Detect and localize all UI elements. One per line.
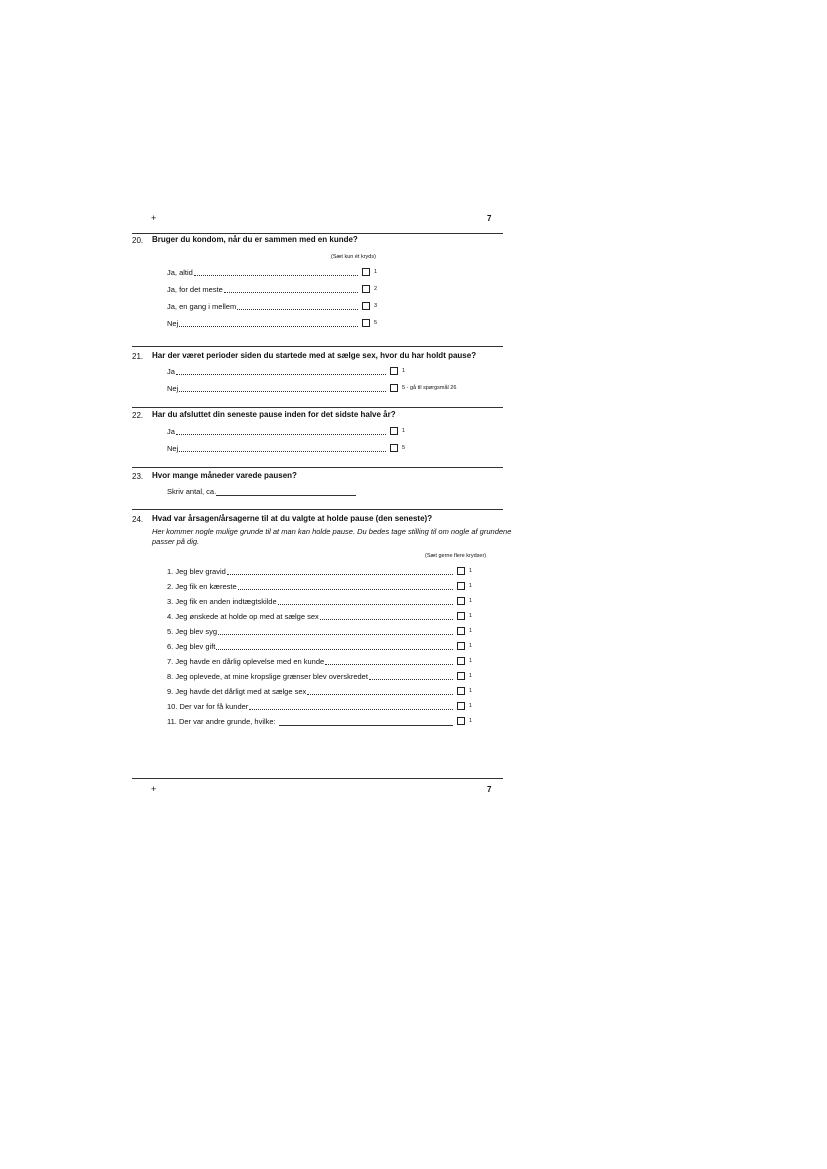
checkbox[interactable] [390, 367, 398, 375]
answer-label: Ja, en gang i mellem [167, 301, 237, 311]
checkbox[interactable] [362, 302, 370, 310]
answer-list-q21 [167, 366, 457, 393]
divider [132, 509, 503, 510]
month-count-field [167, 487, 356, 496]
answer-label: Nej [167, 443, 179, 453]
answer-option: Ja 1 [167, 366, 406, 376]
month-count-input[interactable] [216, 487, 356, 496]
question-number: 22. [132, 411, 144, 420]
leader-dots [227, 568, 453, 575]
answer-option [167, 581, 472, 591]
footer-page-number: 7 [487, 785, 492, 794]
checkbox[interactable] [457, 717, 465, 725]
field-prompt: Skriv antal, ca. [167, 487, 217, 496]
footer-plus-mark: + [151, 784, 157, 794]
answer-option [167, 716, 472, 726]
answer-code: 2 [373, 286, 377, 292]
divider [132, 233, 503, 234]
answer-label: Ja [167, 426, 175, 436]
answer-option [167, 671, 472, 681]
divider [132, 778, 503, 779]
question-text: Har du afsluttet din seneste pause inden for det sidste halve år? [152, 410, 396, 419]
answer-label: 11. Der var andre grunde, hvilke: [167, 716, 276, 726]
leader-dots [179, 385, 386, 392]
answer-label: 3. Jeg fik en anden indtægtskilde [167, 596, 277, 606]
answer-label: 9. Jeg havde det dårligt med at sælge sex [167, 686, 307, 696]
answer-label: Ja, for det meste [167, 284, 223, 294]
answer-label: 8. Jeg oplevede, at mine kropslige grænser blev overskredet [167, 671, 368, 681]
leader-dots [224, 286, 358, 293]
answer-option [167, 301, 377, 311]
answer-list-q20 [167, 267, 377, 328]
answer-code: 1 [468, 673, 472, 679]
checkbox[interactable] [362, 268, 370, 276]
answer-label: 7. Jeg havde en dårlig oplevelse med en kunde [167, 656, 325, 666]
answer-code: 1 [468, 613, 472, 619]
divider [132, 346, 503, 347]
divider [132, 467, 503, 468]
divider [132, 407, 503, 408]
question-number: 24. [132, 515, 144, 524]
answer-label: Ja [167, 366, 175, 376]
answer-code: 1 [468, 658, 472, 664]
leader-dots [249, 703, 453, 710]
question-number: 23. [132, 472, 144, 481]
checkbox[interactable] [457, 657, 465, 665]
checkbox[interactable] [457, 702, 465, 710]
other-reason-input[interactable] [279, 717, 453, 726]
checkbox[interactable] [457, 627, 465, 635]
answer-code: 1 [468, 568, 472, 574]
answer-label: 5. Jeg blev syg [167, 626, 218, 636]
leader-dots [307, 688, 453, 695]
question-text: Bruger du kondom, når du er sammen med en kunde? [152, 235, 358, 244]
checkbox[interactable] [362, 285, 370, 293]
answer-label: Ja, altid [167, 267, 193, 277]
answer-label: 2. Jeg fik en kæreste [167, 581, 237, 591]
answer-code: 1 [468, 643, 472, 649]
answer-label: 1. Jeg blev gravid [167, 566, 226, 576]
leader-dots [238, 583, 453, 590]
answer-list-q24 [167, 566, 472, 726]
answer-code: 1 [468, 583, 472, 589]
answer-code: 5 [373, 320, 377, 326]
leader-dots [216, 643, 453, 650]
answer-label: 4. Jeg ønskede at holde op med at sælge sex [167, 611, 319, 621]
answer-option: Ja 1 [167, 426, 406, 436]
checkbox[interactable] [457, 687, 465, 695]
answer-option [167, 267, 377, 277]
answer-code: 1 [468, 688, 472, 694]
answer-option [167, 686, 472, 696]
answer-list-q22 [167, 426, 406, 453]
checkbox[interactable] [457, 597, 465, 605]
checkbox[interactable] [390, 384, 398, 392]
answer-label: 6. Jeg blev gift [167, 641, 216, 651]
answer-code: 1 [373, 269, 377, 275]
leader-dots [176, 368, 386, 375]
checkbox[interactable] [457, 582, 465, 590]
question-text: Hvad var årsagen/årsagerne til at du valgte at holde pause (den seneste)? [152, 514, 433, 523]
checkbox[interactable] [457, 642, 465, 650]
answer-option: Nej 5 - gå til spørgsmål 26 [167, 383, 457, 393]
header-plus-mark: + [151, 213, 157, 223]
answer-option [167, 656, 472, 666]
leader-dots [237, 303, 358, 310]
answer-code: 1 [468, 598, 472, 604]
leader-dots [176, 428, 386, 435]
answer-code: 1 [468, 628, 472, 634]
checkbox[interactable] [390, 444, 398, 452]
instruction-note: (Sæt kun ét kryds) [331, 254, 376, 260]
answer-code: 1 [468, 703, 472, 709]
answer-option [167, 701, 472, 711]
checkbox[interactable] [457, 612, 465, 620]
answer-label: Nej [167, 318, 179, 328]
answer-option [167, 641, 472, 651]
answer-code: 3 [373, 303, 377, 309]
question-number: 21. [132, 352, 144, 361]
answer-code: 1 [468, 718, 472, 724]
question-text: Har der været perioder siden du startede med at sælge sex, hvor du har holdt pause? [152, 351, 477, 360]
leader-dots [325, 658, 453, 665]
leader-dots [320, 613, 453, 620]
checkbox[interactable] [457, 672, 465, 680]
instruction-note: (Sæt gerne flere krydser) [425, 553, 487, 559]
leader-dots [179, 320, 358, 327]
leader-dots [369, 673, 453, 680]
checkbox[interactable] [362, 319, 370, 327]
answer-option [167, 566, 472, 576]
checkbox[interactable] [390, 427, 398, 435]
leader-dots [218, 628, 453, 635]
answer-option [167, 318, 377, 328]
question-text: Hvor mange måneder varede pausen? [152, 471, 297, 480]
header-page-number: 7 [487, 214, 492, 223]
answer-option: Nej 5 [167, 443, 406, 453]
answer-label: Nej [167, 383, 179, 393]
leader-dots [278, 598, 453, 605]
answer-option [167, 596, 472, 606]
question-number: 20. [132, 236, 144, 245]
answer-option [167, 626, 472, 636]
question-intro: Her kommer nogle mulige grunde til at man kan holde pause. Du bedes tage stilling til om nogle af grundene passer på dig. [152, 527, 512, 546]
leader-dots [179, 445, 386, 452]
leader-dots [194, 269, 358, 276]
answer-option [167, 284, 377, 294]
checkbox[interactable] [457, 567, 465, 575]
answer-label: 10. Der var for få kunder [167, 701, 249, 711]
answer-option [167, 611, 472, 621]
